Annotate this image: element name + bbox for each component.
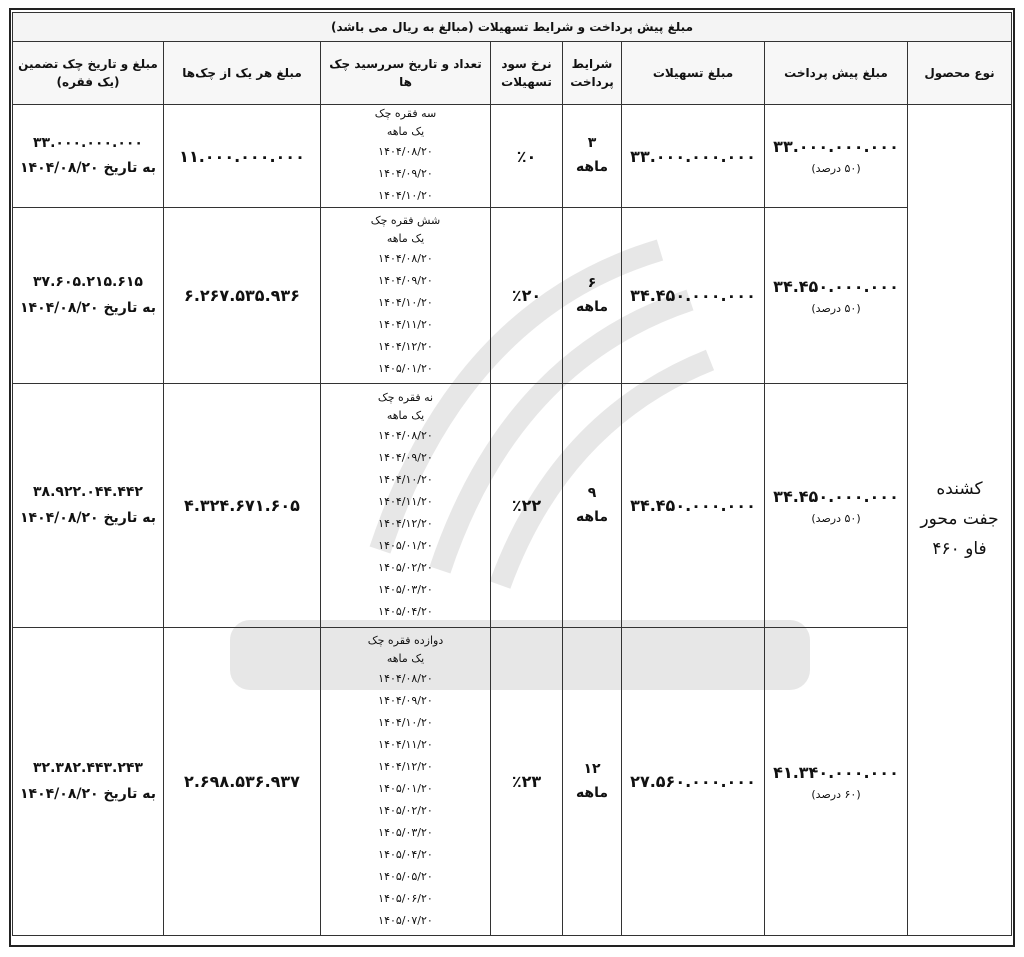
guarantee-cell	[13, 384, 164, 628]
prepayment-amount: ۴۱.۳۴۰.۰۰۰.۰۰۰	[773, 762, 899, 782]
checks-title: شش فقره چک	[370, 213, 441, 227]
checks-interval: یک ماهه	[386, 125, 425, 138]
term-cell	[563, 208, 622, 384]
table-row	[13, 628, 1012, 936]
guarantee-cell	[13, 628, 164, 936]
guarantee-date: به تاریخ ۱۴۰۴/۰۸/۲۰	[19, 160, 156, 176]
header-product: نوع محصول	[908, 42, 1012, 105]
table-row	[13, 105, 1012, 208]
check-date: ۱۴۰۴/۱۱/۲۰	[378, 317, 433, 331]
checks-cell	[321, 105, 491, 208]
check-date: ۱۴۰۵/۰۱/۲۰	[378, 538, 433, 552]
check-date: ۱۴۰۵/۰۴/۲۰	[378, 847, 433, 861]
header-row	[13, 42, 1012, 105]
header-guarantee: مبلغ و تاریخ چک تضمین (یک فقره)	[13, 42, 164, 105]
check-date: ۱۴۰۴/۱۰/۲۰	[378, 472, 433, 486]
check-date: ۱۴۰۴/۱۰/۲۰	[378, 295, 433, 309]
interest-rate: ٪۲۳	[491, 628, 563, 936]
table-row	[13, 384, 1012, 628]
prepayment-cell	[765, 628, 908, 936]
check-amount: ۶.۲۶۷.۵۳۵.۹۳۶	[164, 208, 321, 384]
loan-amount: ۳۴.۴۵۰.۰۰۰.۰۰۰	[622, 384, 765, 628]
checks-cell	[321, 628, 491, 936]
header-checks: تعداد و تاریخ سررسید چک ها	[321, 42, 491, 105]
header-check-amount: مبلغ هر یک از چک‌ها	[164, 42, 321, 105]
prepayment-cell	[765, 208, 908, 384]
interest-rate: ٪۲۲	[491, 384, 563, 628]
product-line-1: کشنده	[936, 479, 983, 500]
loan-amount: ۳۳.۰۰۰.۰۰۰.۰۰۰	[622, 105, 765, 208]
term-cell	[563, 384, 622, 628]
prepayment-percent: (۵۰ درصد)	[811, 162, 861, 175]
check-date: ۱۴۰۴/۱۲/۲۰	[378, 516, 433, 530]
guarantee-date: به تاریخ ۱۴۰۴/۰۸/۲۰	[19, 299, 156, 316]
check-date: ۱۴۰۵/۰۲/۲۰	[378, 803, 433, 817]
check-date: ۱۴۰۴/۰۹/۲۰	[378, 273, 433, 287]
header-loan: مبلغ تسهیلات	[622, 42, 765, 105]
guarantee-amount: ۳۷.۶۰۵.۲۱۵.۶۱۵	[33, 274, 143, 291]
check-date: ۱۴۰۵/۰۱/۲۰	[378, 361, 433, 375]
guarantee-cell	[13, 208, 164, 384]
prepayment-amount: ۳۳.۰۰۰.۰۰۰.۰۰۰	[773, 137, 899, 156]
check-date: ۱۴۰۵/۰۷/۲۰	[378, 913, 433, 927]
guarantee-amount: ۳۲.۳۸۲.۴۴۳.۲۴۳	[33, 760, 143, 777]
table-title: مبلغ پیش پرداخت و شرایط تسهیلات (مبالغ به ریال می باشد)	[13, 13, 1012, 42]
check-date: ۱۴۰۵/۰۱/۲۰	[378, 781, 433, 795]
interest-rate: ٪۲۰	[491, 208, 563, 384]
table-row	[13, 208, 1012, 384]
term-number: ۳	[587, 135, 597, 152]
check-amount: ۴.۳۲۴.۶۷۱.۶۰۵	[164, 384, 321, 628]
guarantee-cell	[13, 105, 164, 208]
check-date: ۱۴۰۴/۰۸/۲۰	[378, 428, 433, 442]
term-unit: ماهه	[575, 508, 609, 525]
product-line-3: فاو ۴۶۰	[932, 538, 987, 559]
check-date: ۱۴۰۵/۰۴/۲۰	[378, 604, 433, 618]
check-date: ۱۴۰۴/۱۱/۲۰	[378, 494, 433, 508]
check-date: ۱۴۰۴/۱۰/۲۰	[378, 189, 433, 202]
header-payment-terms: شرایط پرداخت	[563, 42, 622, 105]
check-date: ۱۴۰۵/۰۵/۲۰	[378, 869, 433, 883]
checks-cell	[321, 384, 491, 628]
prepayment-percent: (۵۰ درصد)	[811, 301, 861, 315]
check-date: ۱۴۰۴/۰۸/۲۰	[378, 145, 433, 158]
term-number: ۶	[587, 274, 597, 291]
term-cell	[563, 628, 622, 936]
interest-rate: ٪۰	[491, 105, 563, 208]
term-cell	[563, 105, 622, 208]
loan-amount: ۳۴.۴۵۰.۰۰۰.۰۰۰	[622, 208, 765, 384]
prepayment-percent: (۶۰ درصد)	[811, 787, 861, 801]
guarantee-amount: ۳۳.۰۰۰.۰۰۰.۰۰۰	[33, 134, 143, 151]
checks-title: سه فقره چک	[374, 107, 437, 120]
prepayment-amount: ۳۴.۴۵۰.۰۰۰.۰۰۰	[773, 276, 899, 296]
term-unit: ماهه	[575, 159, 609, 175]
term-number: ۱۲	[583, 760, 601, 777]
check-date: ۱۴۰۵/۰۶/۲۰	[378, 891, 433, 905]
check-date: ۱۴۰۴/۰۹/۲۰	[378, 693, 433, 707]
check-amount: ۲.۶۹۸.۵۳۶.۹۳۷	[164, 628, 321, 936]
prepayment-cell	[765, 384, 908, 628]
check-date: ۱۴۰۵/۰۳/۲۰	[378, 582, 433, 596]
guarantee-date: به تاریخ ۱۴۰۴/۰۸/۲۰	[19, 509, 156, 526]
prepayment-amount: ۳۴.۴۵۰.۰۰۰.۰۰۰	[773, 486, 899, 506]
check-date: ۱۴۰۴/۱۲/۲۰	[378, 339, 433, 353]
check-date: ۱۴۰۴/۰۹/۲۰	[378, 167, 433, 180]
check-date: ۱۴۰۴/۱۱/۲۰	[378, 737, 433, 751]
header-interest: نرخ سود تسهیلات	[491, 42, 563, 105]
checks-title: نه فقره چک	[377, 390, 434, 404]
checks-interval: یک ماهه	[386, 651, 425, 665]
term-number: ۹	[587, 484, 597, 501]
product-line-2: جفت محور	[920, 509, 999, 530]
check-date: ۱۴۰۴/۱۰/۲۰	[378, 715, 433, 729]
header-prepayment: مبلغ پیش پرداخت	[765, 42, 908, 105]
check-date: ۱۴۰۵/۰۲/۲۰	[378, 560, 433, 574]
prepayment-percent: (۵۰ درصد)	[811, 511, 861, 525]
payment-terms-table	[12, 12, 1012, 936]
checks-interval: یک ماهه	[386, 408, 425, 422]
term-unit: ماهه	[575, 298, 609, 315]
checks-title: دوازده فقره چک	[367, 633, 444, 647]
checks-cell	[321, 208, 491, 384]
term-unit: ماهه	[575, 784, 609, 801]
checks-interval: یک ماهه	[386, 231, 425, 245]
check-date: ۱۴۰۴/۱۲/۲۰	[378, 759, 433, 773]
check-date: ۱۴۰۴/۰۸/۲۰	[378, 671, 433, 685]
prepayment-cell	[765, 105, 908, 208]
product-cell	[908, 105, 1012, 936]
guarantee-date: به تاریخ ۱۴۰۴/۰۸/۲۰	[19, 785, 156, 802]
check-date: ۱۴۰۴/۰۹/۲۰	[378, 450, 433, 464]
check-date: ۱۴۰۴/۰۸/۲۰	[378, 251, 433, 265]
check-date: ۱۴۰۵/۰۳/۲۰	[378, 825, 433, 839]
guarantee-amount: ۳۸.۹۲۲.۰۴۴.۴۴۲	[33, 484, 143, 501]
check-amount: ۱۱.۰۰۰.۰۰۰.۰۰۰	[164, 105, 321, 208]
loan-amount: ۲۷.۵۶۰.۰۰۰.۰۰۰	[622, 628, 765, 936]
